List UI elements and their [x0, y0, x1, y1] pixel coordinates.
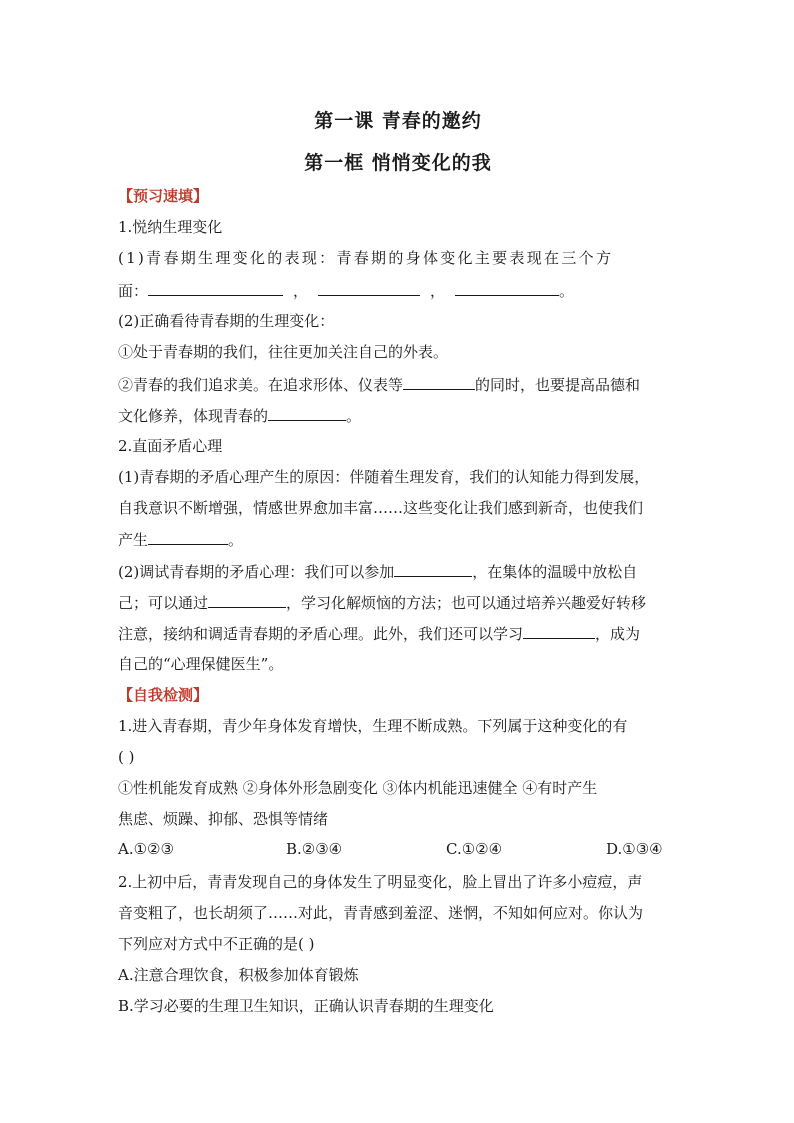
frame-title: 第一框 悄悄变化的我: [304, 152, 492, 174]
fill-blank[interactable]: [523, 623, 595, 639]
preview-q1-1-line2: [118, 280, 574, 301]
text-fragment: 。: [346, 407, 362, 425]
preview-q1-2: (2)正确看待青春期的生理变化：: [118, 312, 335, 330]
text-fragment: 己；可以通过: [118, 594, 209, 612]
selfcheck-q2-option-b[interactable]: B.学习必要的生理卫生知识，正确认识青春期的生理变化: [118, 997, 494, 1015]
text-fragment: (2)调试青春期的矛盾心理：我们可以参加: [118, 563, 395, 581]
preview-q2-2-line3: [118, 623, 640, 644]
selfcheck-q2-line1: 2.上初中后，青青发现自己的身体发生了明显变化，脸上冒出了许多小痘痘，声: [118, 873, 643, 891]
text-fragment: 注意，接纳和调适青春期的矛盾心理。此外，我们还可以学习: [118, 625, 524, 643]
selfcheck-q1-option-b[interactable]: B.②③④: [286, 840, 343, 858]
selfcheck-q1-answer-bracket: ( ): [118, 748, 135, 766]
text-fragment: ，在集体的温暖中放松自: [472, 563, 638, 581]
text-fragment: 。: [228, 531, 244, 549]
selfcheck-q1-line4: 焦虑、烦躁、抑郁、恐惧等情绪: [118, 810, 329, 828]
preview-q2-2-line4: 自己的“心理保健医生”。: [118, 655, 284, 673]
selfcheck-q1-line1: 1.进入青春期，青少年身体发育增快，生理不断成熟。下列属于这种变化的有: [118, 717, 628, 735]
fill-blank[interactable]: [394, 561, 472, 577]
text-fragment: ，: [430, 282, 446, 300]
lesson-title: 第一课 青春的邀约: [314, 110, 482, 132]
fill-blank[interactable]: [268, 405, 346, 421]
text-fragment: 文化修养，体现青春的: [118, 407, 269, 425]
text-fragment: 。: [559, 282, 575, 300]
text-fragment: ，成为: [595, 625, 641, 643]
text-fragment: ②青春的我们追求美。在追求形体、仪表等: [118, 376, 404, 394]
preview-q1-1-line1: (1)青春期生理变化的表现：青春期的身体变化主要表现在三个方: [118, 249, 614, 267]
text-fragment: 的同时，也要提高品德和: [475, 376, 641, 394]
text-fragment: 面：: [118, 282, 149, 300]
preview-q2-2-line1: [118, 561, 637, 582]
fill-blank[interactable]: [208, 592, 286, 608]
preview-q2-1-line1: (1)青春期的矛盾心理产生的原因：伴随着生理发育，我们的认知能力得到发展，: [118, 468, 650, 486]
preview-q2-heading: 2.直面矛盾心理: [118, 437, 223, 455]
text-fragment: ，: [293, 282, 309, 300]
preview-q2-1-line2: 自我意识不断增强，情感世界愈加丰富……这些变化让我们感到新奇，也使我们: [118, 499, 644, 517]
section-selfcheck-heading: 【自我检测】: [118, 686, 209, 704]
fill-blank[interactable]: [148, 529, 228, 545]
preview-q1-2-item2-line1: [118, 374, 640, 395]
fill-blank[interactable]: [148, 280, 283, 296]
section-preview-heading: 【预习速填】: [118, 187, 209, 205]
preview-q2-2-line2: [118, 592, 646, 613]
selfcheck-q1-option-a[interactable]: A.①②③: [118, 840, 174, 858]
preview-q1-2-item2-line2: [118, 405, 361, 426]
preview-q1-heading: 1.悦纳生理变化: [118, 218, 223, 236]
preview-q1-2-item1: ①处于青春期的我们，往往更加关注自己的外表。: [118, 343, 449, 361]
selfcheck-q2-line3: 下列应对方式中不正确的是( ): [118, 935, 315, 953]
text-fragment: ，学习化解烦恼的方法；也可以通过培养兴趣爱好转移: [286, 594, 647, 612]
fill-blank[interactable]: [403, 374, 475, 390]
text-fragment: 产生: [118, 531, 149, 549]
selfcheck-q2-line2: 音变粗了，也长胡须了……对此，青青感到羞涩、迷惘，不知如何应对。你认为: [118, 904, 644, 922]
selfcheck-q1-line3: ①性机能发育成熟 ②身体外形急剧变化 ③体内机能迅速健全 ④有时产生: [118, 779, 598, 797]
fill-blank[interactable]: [455, 280, 559, 296]
selfcheck-q2-option-a[interactable]: A.注意合理饮食，积极参加体育锻炼: [118, 966, 359, 984]
selfcheck-q1-option-c[interactable]: C.①②④: [446, 840, 503, 858]
fill-blank[interactable]: [318, 280, 420, 296]
selfcheck-q1-option-d[interactable]: D.①③④: [606, 840, 663, 858]
preview-q2-1-line3: [118, 529, 243, 550]
